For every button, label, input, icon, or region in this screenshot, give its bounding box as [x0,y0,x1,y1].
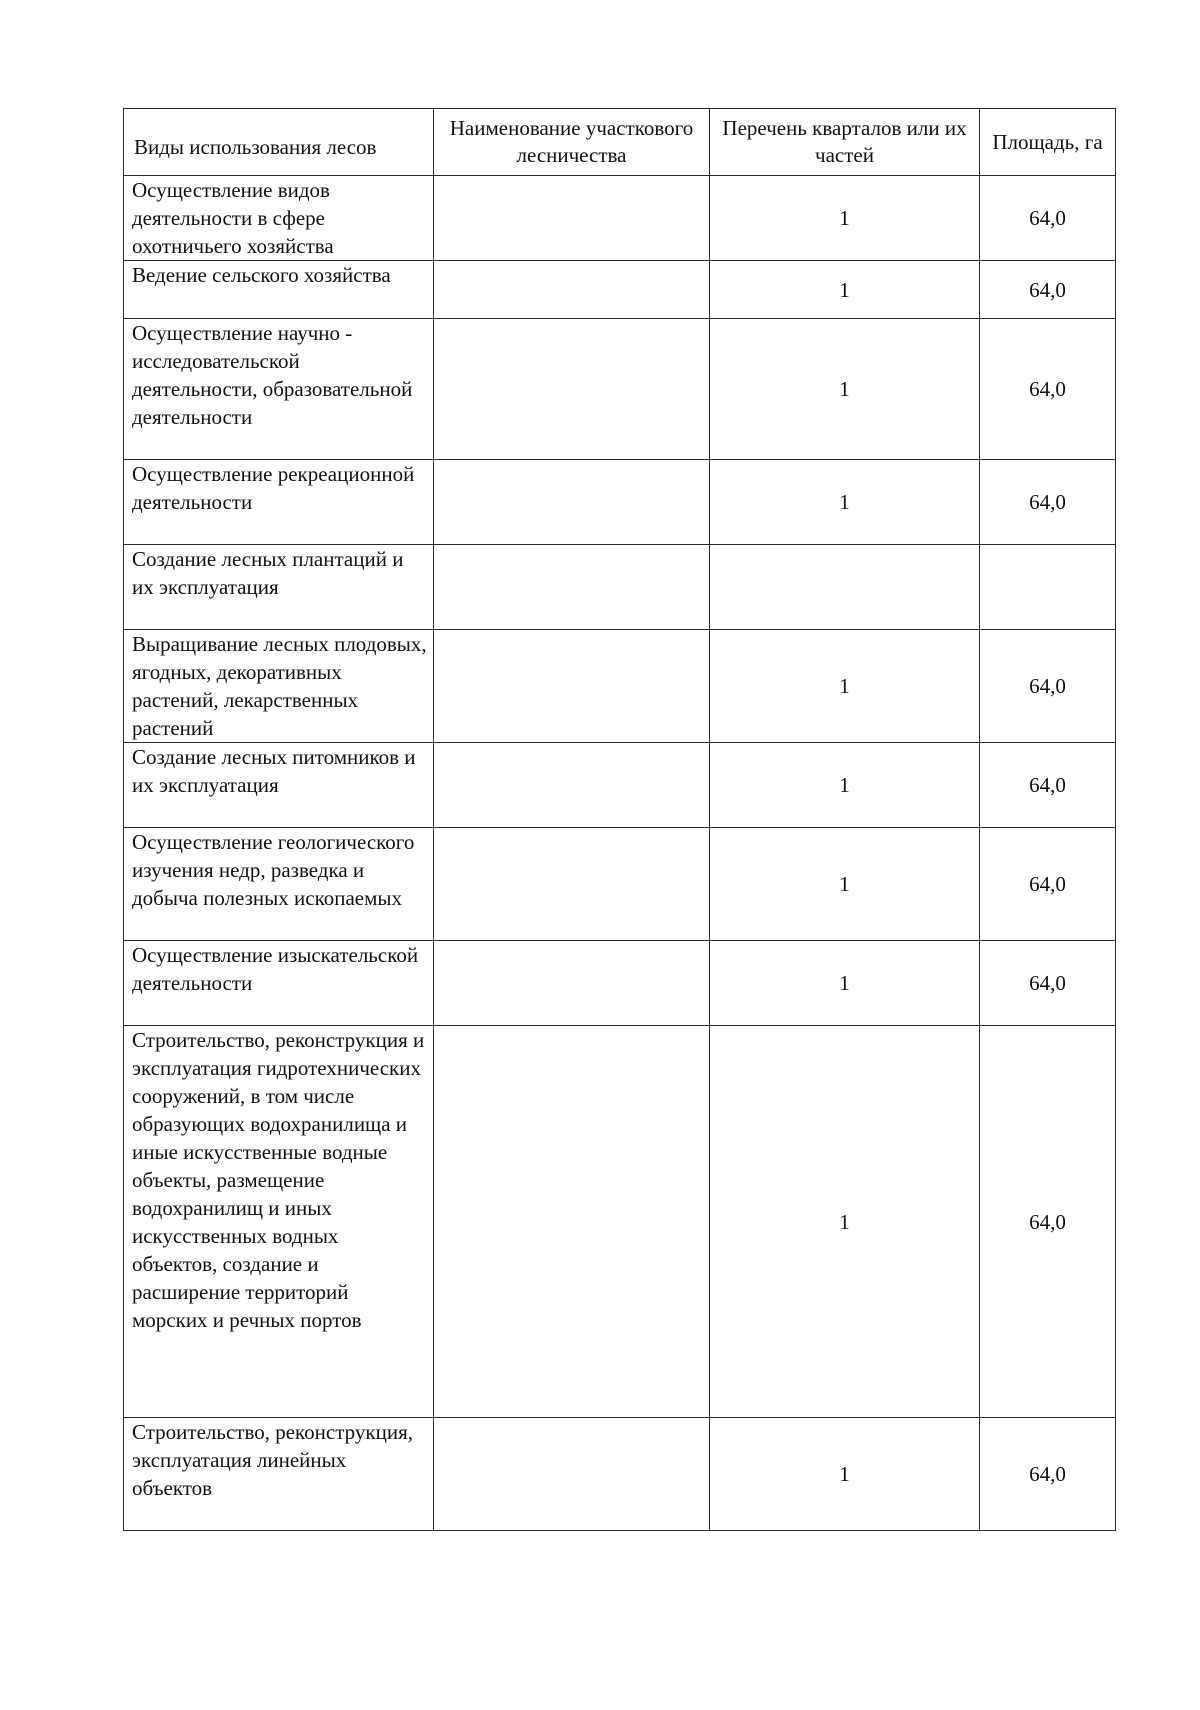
forestry-cell [434,828,710,941]
use-type-cell: Выращивание лесных плодовых, ягодных, декоративных растений, лекарственных растений [124,630,434,743]
area-cell: 64,0 [980,941,1116,1026]
forest-use-table [123,108,1116,1531]
table-row [124,1026,1116,1418]
use-type-cell: Осуществление видов деятельности в сфере охотничьего хозяйства [124,176,434,261]
forestry-cell [434,460,710,545]
area-cell: 64,0 [980,319,1116,460]
use-type-cell: Осуществление рекреационной деятельности [124,460,434,545]
area-cell: 64,0 [980,743,1116,828]
table-row [124,1418,1116,1531]
table-row [124,176,1116,261]
area-cell: 64,0 [980,828,1116,941]
table-row [124,460,1116,545]
table-header [124,109,1116,176]
quarters-cell: 1 [710,828,980,941]
use-type-cell: Осуществление геологического изучения недр, разведка и добыча полезных ископаемых [124,828,434,941]
table-row [124,319,1116,460]
quarters-cell: 1 [710,743,980,828]
header-use-types: Виды использования лесов [124,109,434,176]
use-type-cell: Строительство, реконструкция и эксплуатация гидротехнических сооружений, в том числе образующих водохранилища и иные искусственные водные объекты, размещение водохранилищ и иных искусственных водных объектов, создание и расширение территорий морских и речных портов [124,1026,434,1418]
use-type-cell: Создание лесных плантаций и их эксплуатация [124,545,434,630]
header-row [124,109,1116,176]
forestry-cell [434,1418,710,1531]
area-cell: 64,0 [980,630,1116,743]
quarters-cell: 1 [710,176,980,261]
use-type-cell: Осуществление научно - исследовательской деятельности, образовательной деятельности [124,319,434,460]
table-row [124,941,1116,1026]
area-cell: 64,0 [980,1026,1116,1418]
use-type-cell: Осуществление изыскательской деятельности [124,941,434,1026]
table-row [124,545,1116,630]
quarters-cell: 1 [710,941,980,1026]
use-type-cell: Ведение сельского хозяйства [124,261,434,319]
quarters-cell [710,545,980,630]
quarters-cell: 1 [710,1418,980,1531]
quarters-cell: 1 [710,319,980,460]
use-type-cell: Строительство, реконструкция, эксплуатация линейных объектов [124,1418,434,1531]
forestry-cell [434,261,710,319]
quarters-cell: 1 [710,630,980,743]
table-body [124,176,1116,1531]
area-cell: 64,0 [980,261,1116,319]
area-cell: 64,0 [980,460,1116,545]
quarters-cell: 1 [710,1026,980,1418]
table-row [124,743,1116,828]
quarters-cell: 1 [710,261,980,319]
table-row [124,261,1116,319]
area-cell: 64,0 [980,1418,1116,1531]
forestry-cell [434,319,710,460]
header-area: Площадь, га [980,109,1116,176]
forestry-cell [434,743,710,828]
area-cell: 64,0 [980,176,1116,261]
table-row [124,828,1116,941]
forestry-cell [434,630,710,743]
header-quarters-list: Перечень кварталов или их частей [710,109,980,176]
forestry-cell [434,1026,710,1418]
forestry-cell [434,941,710,1026]
header-forestry-name: Наименование участкового лесничества [434,109,710,176]
quarters-cell: 1 [710,460,980,545]
forestry-cell [434,176,710,261]
area-cell [980,545,1116,630]
table-row [124,630,1116,743]
use-type-cell: Создание лесных питомников и их эксплуатация [124,743,434,828]
forestry-cell [434,545,710,630]
